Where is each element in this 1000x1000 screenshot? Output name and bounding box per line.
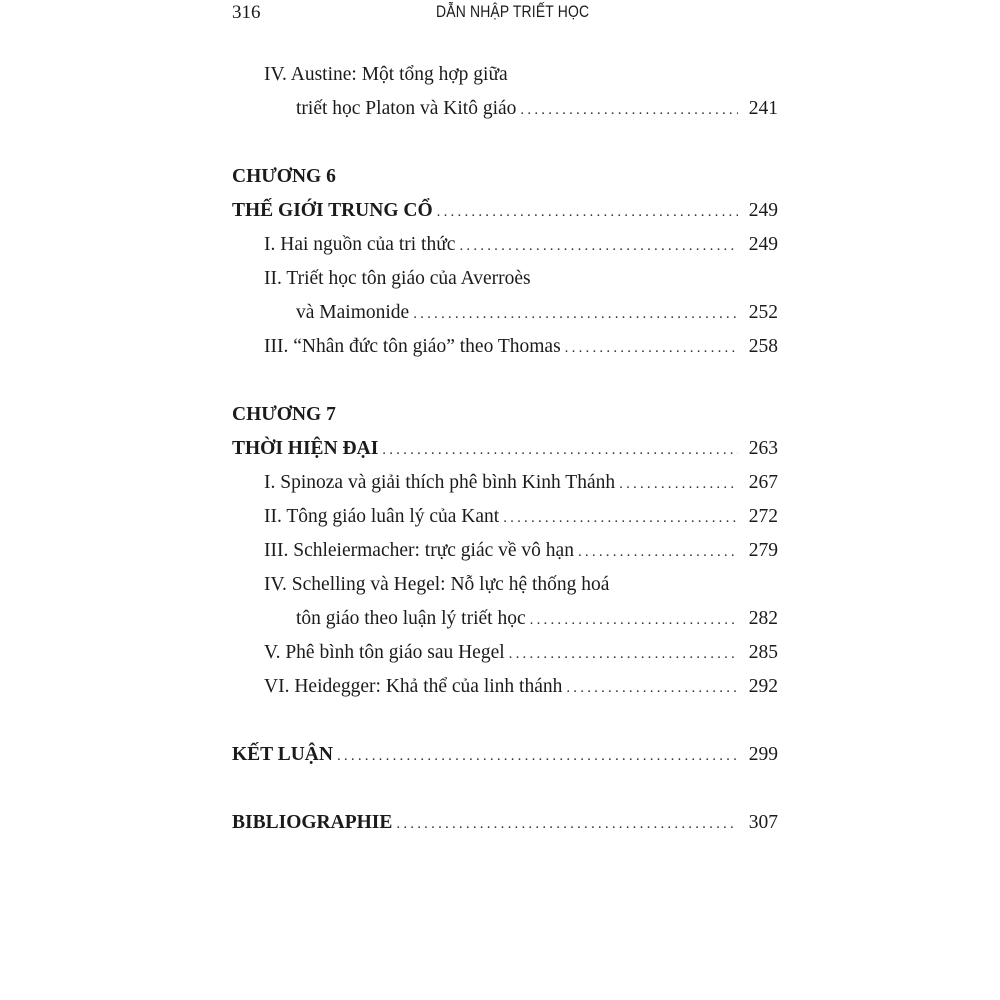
toc-page-number: 299 — [748, 744, 778, 765]
toc-page-number: 272 — [748, 506, 778, 527]
running-title: DẪN NHẬP TRIẾT HỌC — [436, 2, 590, 21]
toc-entry-text: II. Tông giáo luân lý của Kant — [264, 506, 500, 527]
toc-entry-ch7-i — [264, 468, 778, 498]
leader-dots — [437, 197, 738, 227]
toc-page-number: 307 — [748, 812, 778, 833]
toc-entry-ch7-v — [264, 638, 778, 668]
chapter-7-label: CHƯƠNG 7 — [232, 404, 336, 425]
toc-page-number: 279 — [748, 540, 778, 561]
leader-dots — [520, 95, 738, 125]
chapter-6-title — [232, 196, 778, 226]
toc-entry-text: III. Schleiermacher: trực giác về vô hạn — [264, 540, 574, 561]
toc-entry-conclusion — [232, 740, 778, 770]
toc-entry-ch6-ii — [264, 264, 778, 294]
toc-entry-text: và Maimonide — [296, 302, 410, 323]
leader-dots — [578, 537, 738, 567]
toc-page-number: 285 — [748, 642, 778, 663]
toc-entry-text: I. Hai nguồn của tri thức — [264, 234, 456, 255]
toc-page-number: 249 — [748, 234, 778, 255]
leader-dots — [503, 503, 738, 533]
toc-entry-text: IV. Austine: Một tổng hợp giữa — [264, 64, 508, 85]
toc-entry-text: VI. Heidegger: Khả thể của linh thánh — [264, 676, 563, 697]
toc-entry-text: KẾT LUẬN — [232, 744, 333, 765]
toc-entry-augustine-cont — [296, 94, 778, 124]
toc-entry-bibliography — [232, 808, 778, 838]
chapter-7-title — [232, 434, 778, 464]
toc-entry-text: IV. Schelling và Hegel: Nỗ lực hệ thống hoá — [264, 574, 610, 595]
leader-dots — [619, 469, 738, 499]
toc-page-number: 267 — [748, 472, 778, 493]
leader-dots — [530, 605, 738, 635]
toc-page-number: 258 — [748, 336, 778, 357]
toc-entry-augustine — [264, 60, 778, 90]
leader-dots — [382, 435, 738, 465]
leader-dots — [509, 639, 738, 669]
toc-entry-ch7-iv-cont — [296, 604, 778, 634]
leader-dots — [459, 231, 738, 261]
toc-entry-text: triết học Platon và Kitô giáo — [296, 98, 517, 119]
toc-entry-text: THẾ GIỚI TRUNG CỔ — [232, 200, 433, 221]
toc-entry-text: THỜI HIỆN ĐẠI — [232, 438, 379, 459]
leader-dots — [396, 809, 738, 839]
leader-dots — [566, 673, 738, 703]
toc-entry-ch7-vi — [264, 672, 778, 702]
toc-entry-text: II. Triết học tôn giáo của Averroès — [264, 268, 531, 289]
toc-entry-text: III. “Nhân đức tôn giáo” theo Thomas — [264, 336, 561, 357]
toc-page-number: 263 — [748, 438, 778, 459]
chapter-6-label: CHƯƠNG 6 — [232, 166, 336, 187]
toc-entry-text: tôn giáo theo luận lý triết học — [296, 608, 526, 629]
toc-entry-ch6-i — [264, 230, 778, 260]
toc-entry-text: V. Phê bình tôn giáo sau Hegel — [264, 642, 505, 663]
toc-entry-text: BIBLIOGRAPHIE — [232, 812, 393, 833]
leader-dots — [565, 333, 738, 363]
toc-entry-ch7-iv — [264, 570, 778, 600]
toc-page-number: 252 — [748, 302, 778, 323]
toc-entry-ch6-iii — [264, 332, 778, 362]
page-number: 316 — [232, 2, 261, 23]
toc-page-number: 249 — [748, 200, 778, 221]
toc-page-number: 292 — [748, 676, 778, 697]
toc-entry-ch6-ii-cont — [296, 298, 778, 328]
toc-entry-ch7-iii — [264, 536, 778, 566]
toc-entry-text: I. Spinoza và giải thích phê bình Kinh Thánh — [264, 472, 616, 493]
leader-dots — [337, 741, 738, 771]
toc-entry-ch7-ii — [264, 502, 778, 532]
leader-dots — [413, 299, 738, 329]
toc-page-number: 241 — [748, 98, 778, 119]
toc-page-number: 282 — [748, 608, 778, 629]
